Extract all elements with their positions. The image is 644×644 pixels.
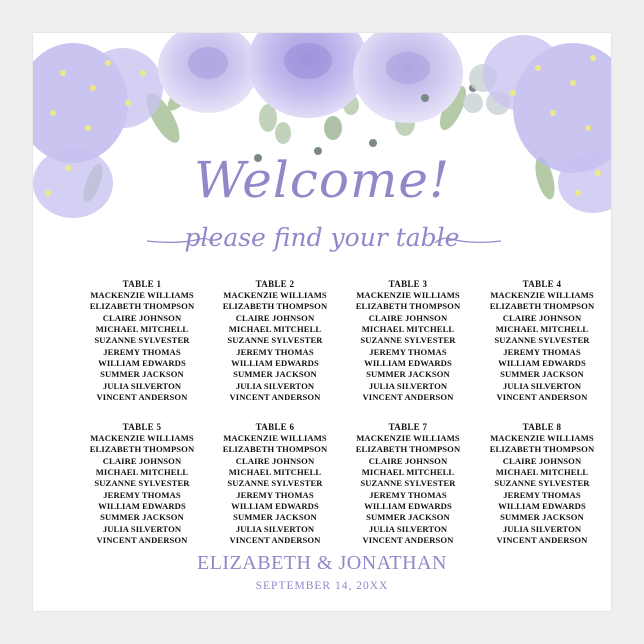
guest-name: ELIZABETH THOMPSON [89,301,195,312]
table-8 [478,422,606,546]
guest-name: MICHAEL MITCHELL [495,324,589,335]
guest-name: VINCENT ANDERSON [96,535,188,546]
guest-name: CLAIRE JOHNSON [102,455,182,466]
guest-name: WILLIAM EDWARDS [364,358,452,369]
guest-name: ELIZABETH THOMPSON [222,444,328,455]
guest-name: MACKENZIE WILLIAMS [490,433,594,443]
table-4 [478,279,606,403]
guest-name: ELIZABETH THOMPSON [355,444,461,455]
guest-name: JULIA SILVERTON [102,380,182,391]
guest-name: MICHAEL MITCHELL [361,324,455,335]
table-title: TABLE 6 [255,422,295,432]
guest-name: JULIA SILVERTON [235,380,315,391]
guest-name: JULIA SILVERTON [368,380,448,391]
guest-name: SUZANNE SYLVESTER [94,478,190,489]
guest-name: WILLIAM EDWARDS [231,358,319,369]
event-date: SEPTEMBER 14, 20XX [255,580,389,592]
guest-name: JEREMY THOMAS [369,489,447,500]
guest-name: JEREMY THOMAS [503,346,581,357]
guest-name: SUMMER JACKSON [366,512,450,523]
table-title: TABLE 2 [255,279,295,289]
guest-name: MACKENZIE WILLIAMS [223,433,327,443]
welcome-heading: Welcome! [193,151,451,209]
guest-name: SUMMER JACKSON [500,512,584,523]
guest-name: MICHAEL MITCHELL [228,324,322,335]
guest-name: WILLIAM EDWARDS [498,358,586,369]
guest-name: WILLIAM EDWARDS [98,501,186,512]
guest-name: VINCENT ANDERSON [362,535,454,546]
guest-name: MICHAEL MITCHELL [495,467,589,478]
guest-name: CLAIRE JOHNSON [502,455,582,466]
table-2 [211,279,339,403]
guest-name: JEREMY THOMAS [236,489,314,500]
guest-name: JEREMY THOMAS [369,346,447,357]
guest-name: CLAIRE JOHNSON [235,455,315,466]
guest-name: MACKENZIE WILLIAMS [223,290,327,300]
table-5 [78,422,206,546]
guest-name: MACKENZIE WILLIAMS [356,290,460,300]
guest-name: ELIZABETH THOMPSON [355,301,461,312]
guest-name: SUZANNE SYLVESTER [227,335,323,346]
couple-names: ELIZABETH & JONATHAN [197,552,447,574]
guest-name: WILLIAM EDWARDS [231,501,319,512]
guest-name: JULIA SILVERTON [502,523,582,534]
guest-name: JEREMY THOMAS [503,489,581,500]
guest-name: SUZANNE SYLVESTER [94,335,190,346]
table-1 [78,279,206,403]
table-title: TABLE 3 [388,279,428,289]
guest-name: MICHAEL MITCHELL [95,324,189,335]
guest-name: MACKENZIE WILLIAMS [90,433,194,443]
guest-name: CLAIRE JOHNSON [368,312,448,323]
table-6 [211,422,339,546]
guest-name: VINCENT ANDERSON [496,535,588,546]
guest-name: WILLIAM EDWARDS [98,358,186,369]
guest-name: ELIZABETH THOMPSON [489,444,595,455]
guest-name: SUMMER JACKSON [366,369,450,380]
guest-name: ELIZABETH THOMPSON [89,444,195,455]
table-7 [344,422,472,546]
guest-name: SUMMER JACKSON [100,512,184,523]
guest-name: JULIA SILVERTON [102,523,182,534]
guest-name: JEREMY THOMAS [236,346,314,357]
guest-name: MICHAEL MITCHELL [95,467,189,478]
guest-name: JULIA SILVERTON [502,380,582,391]
table-title: TABLE 4 [522,279,562,289]
guest-name: VINCENT ANDERSON [362,392,454,403]
table-title: TABLE 7 [388,422,428,432]
guest-name: VINCENT ANDERSON [229,535,321,546]
guest-name: JULIA SILVERTON [235,523,315,534]
guest-name: VINCENT ANDERSON [229,392,321,403]
guest-name: CLAIRE JOHNSON [102,312,182,323]
guest-name: MACKENZIE WILLIAMS [356,433,460,443]
table-title: TABLE 1 [122,279,162,289]
rose-flower-icon [158,33,463,123]
guest-name: MACKENZIE WILLIAMS [90,290,194,300]
table-3 [344,279,472,403]
guest-name: MICHAEL MITCHELL [361,467,455,478]
guest-name: SUZANNE SYLVESTER [360,478,456,489]
guest-name: VINCENT ANDERSON [496,392,588,403]
guest-name: WILLIAM EDWARDS [498,501,586,512]
guest-name: SUZANNE SYLVESTER [494,335,590,346]
guest-name: SUMMER JACKSON [100,369,184,380]
guest-name: CLAIRE JOHNSON [235,312,315,323]
subtitle: please find your table [184,223,460,252]
table-title: TABLE 5 [122,422,162,432]
guest-name: SUZANNE SYLVESTER [360,335,456,346]
guest-name: MICHAEL MITCHELL [228,467,322,478]
guest-name: JULIA SILVERTON [368,523,448,534]
guest-name: CLAIRE JOHNSON [502,312,582,323]
guest-name: WILLIAM EDWARDS [364,501,452,512]
guest-name: CLAIRE JOHNSON [368,455,448,466]
guest-name: SUZANNE SYLVESTER [494,478,590,489]
guest-name: SUMMER JACKSON [233,369,317,380]
guest-name: SUMMER JACKSON [233,512,317,523]
guest-name: JEREMY THOMAS [103,346,181,357]
guest-name: SUZANNE SYLVESTER [227,478,323,489]
flourish-right-icon [433,229,503,249]
guest-name: SUMMER JACKSON [500,369,584,380]
guest-name: VINCENT ANDERSON [96,392,188,403]
guest-name: MACKENZIE WILLIAMS [490,290,594,300]
seating-chart-poster [33,33,611,611]
guest-name: ELIZABETH THOMPSON [222,301,328,312]
guest-name: JEREMY THOMAS [103,489,181,500]
table-title: TABLE 8 [522,422,562,432]
guest-name: ELIZABETH THOMPSON [489,301,595,312]
